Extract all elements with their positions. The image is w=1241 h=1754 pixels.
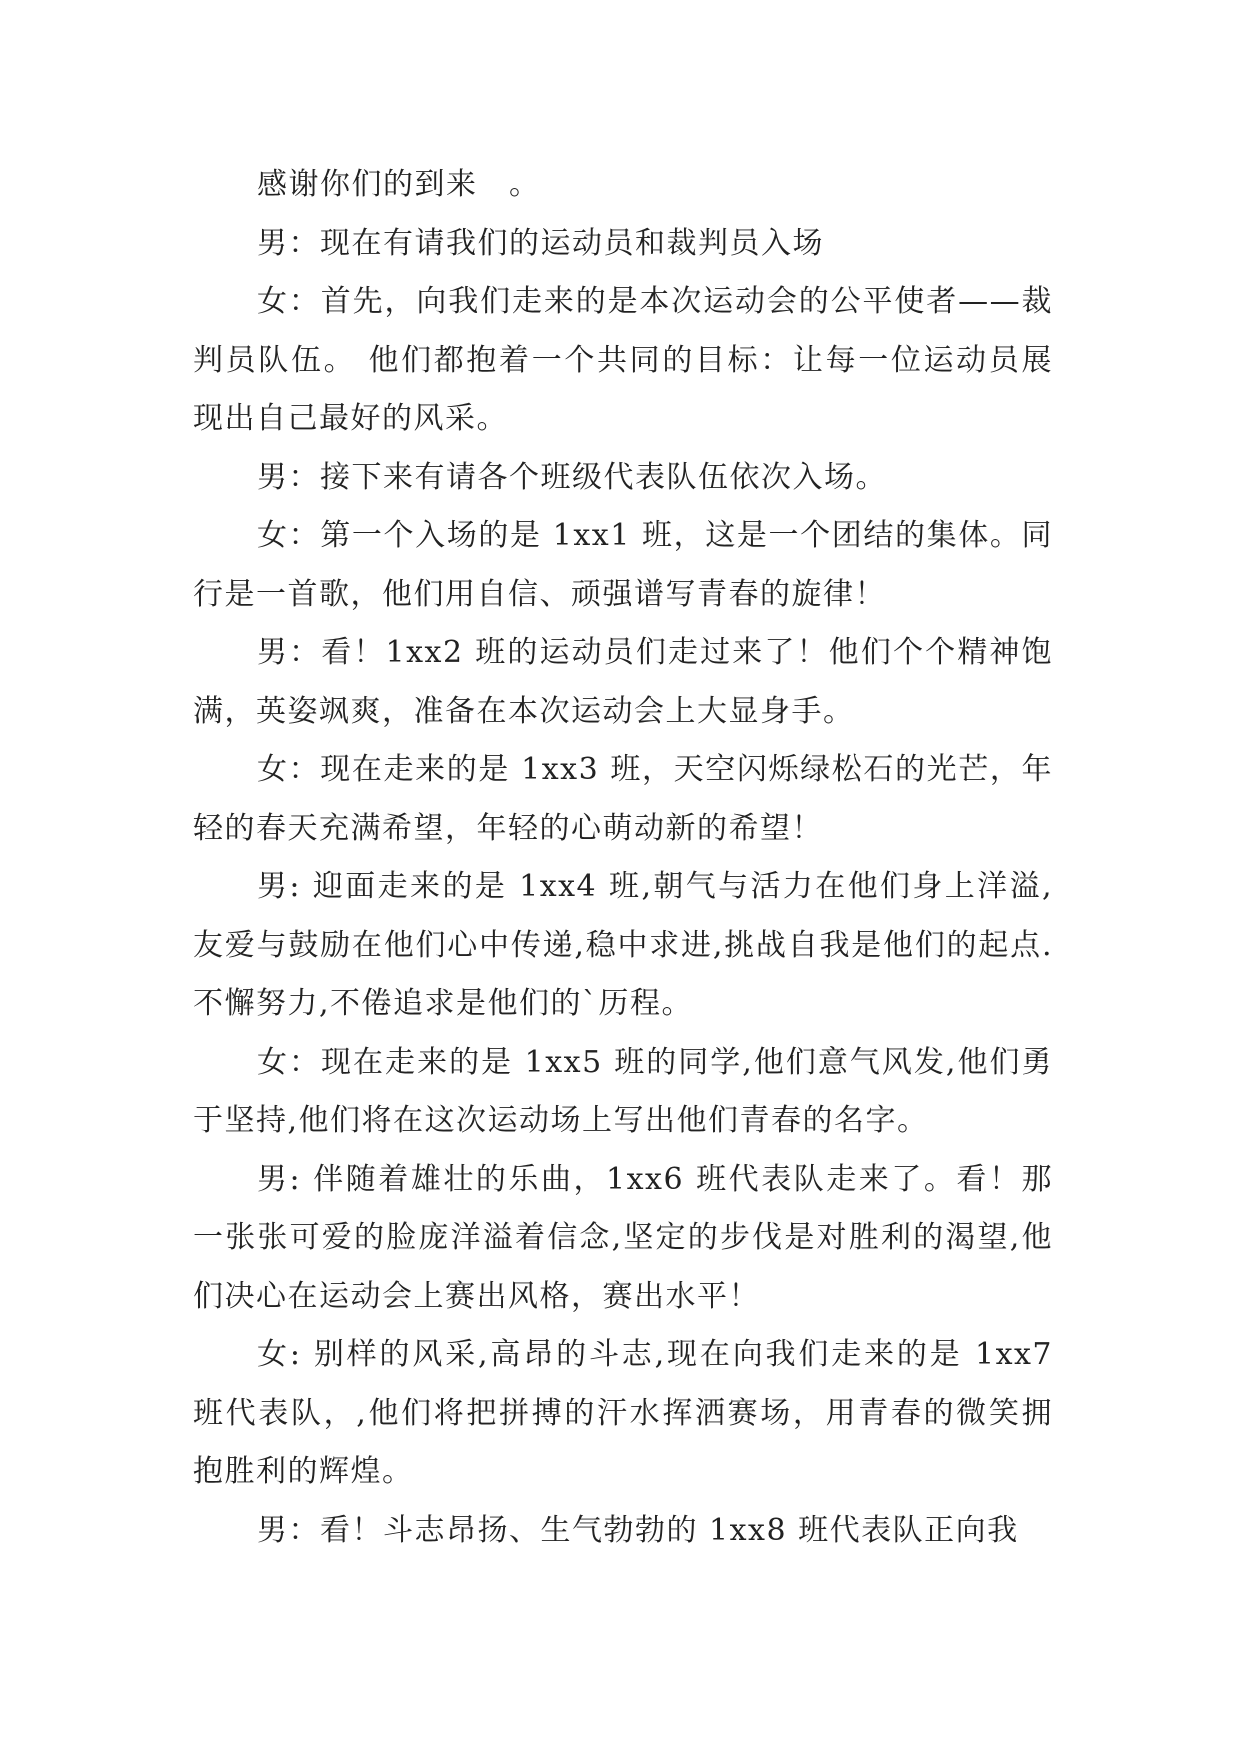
paragraph-2: 男：现在有请我们的运动员和裁判员入场: [257, 225, 824, 261]
document-body: [193, 156, 1053, 1560]
paragraph-10: 男: 伴随着雄壮的乐曲，1xx6 班代表队走来了。看！那一张张可爱的脸庞洋溢着信念,坚定的步伐是对胜利的渴望,他们决心在运动会上赛出风格，赛出水平！: [193, 1161, 1053, 1314]
paragraph-3: 女：首先，向我们走来的是本次运动会的公平使者——裁判员队伍。 他们都抱着一个共同的目标：让每一位运动员展现出自己最好的风采。: [193, 284, 1053, 436]
paragraph-1: 感谢你们的到来 。: [257, 167, 541, 202]
paragraph-5: 女：第一个入场的是 1xx1 班，这是一个团结的集体。同行是一首歌，他们用自信、顽强谱写青春的旋律！: [193, 518, 1053, 612]
paragraph-8: 男: 迎面走来的是 1xx4 班,朝气与活力在他们身上洋溢,友爱与鼓励在他们心中传递,稳中求进,挑战自我是他们的起点.不懈努力,不倦追求是他们的`历程。: [193, 869, 1053, 1021]
paragraph-7: 女：现在走来的是 1xx3 班，天空闪烁绿松石的光芒，年轻的春天充满希望，年轻的心萌动新的希望！: [193, 752, 1053, 846]
paragraph-12: 男：看！斗志昂扬、生气勃勃的 1xx8 班代表队正向我: [257, 1512, 1019, 1548]
paragraph-11: 女: 别样的风采,高昂的斗志,现在向我们走来的是 1xx7 班代表队，,他们将把拼搏的汗水挥洒赛场，用青春的微笑拥抱胜利的辉煌。: [193, 1337, 1053, 1489]
paragraph-6: 男：看！1xx2 班的运动员们走过来了！他们个个精神饱满，英姿飒爽，准备在本次运动会上大显身手。: [193, 635, 1053, 729]
paragraph-4: 男：接下来有请各个班级代表队伍依次入场。: [257, 459, 887, 495]
paragraph-9: 女：现在走来的是 1xx5 班的同学,他们意气风发,他们勇于坚持,他们将在这次运动场上写出他们青春的名字。: [193, 1044, 1053, 1138]
